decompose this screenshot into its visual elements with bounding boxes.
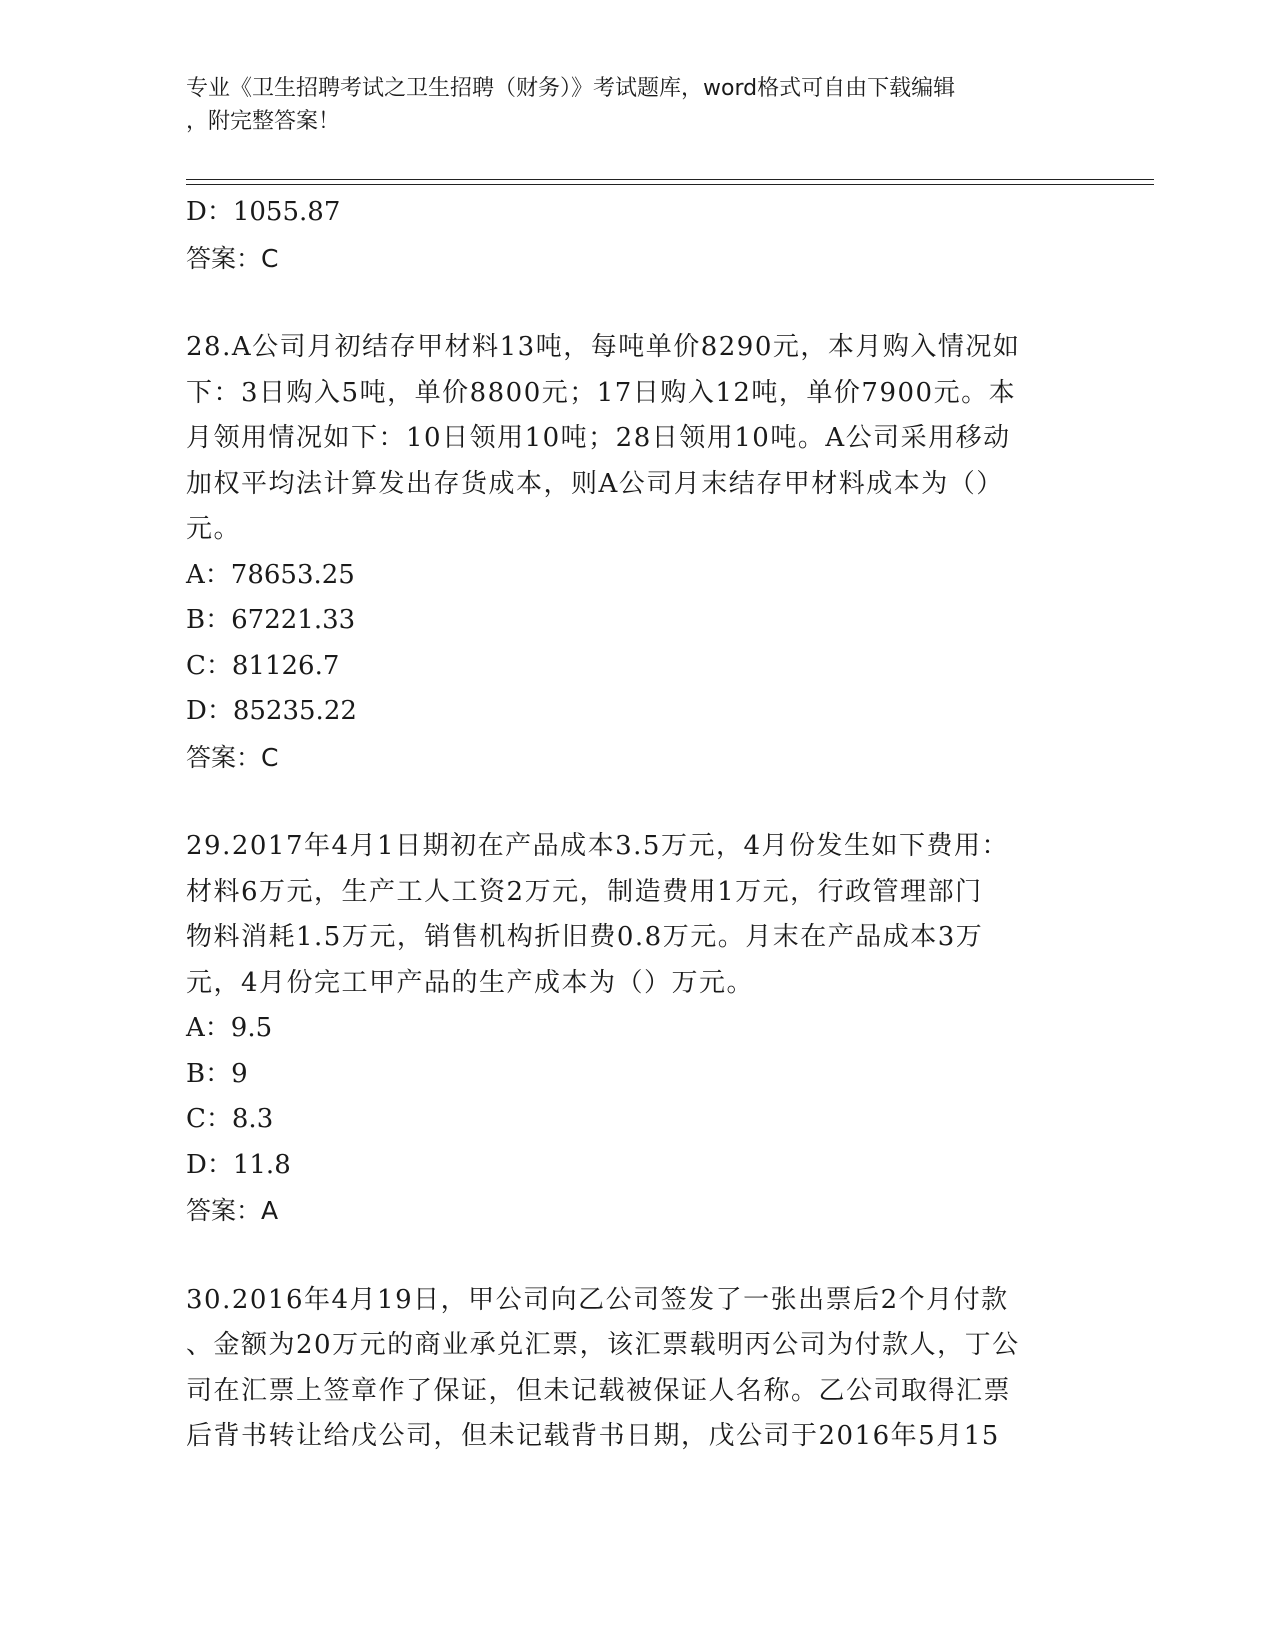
option-b: B：9 — [186, 1058, 248, 1089]
spacer — [186, 1234, 1076, 1278]
question-text-line: 材料6万元，生产工人工资2万元，制造费用1万元，行政管理部门 — [186, 876, 983, 907]
option-c: C：81126.7 — [186, 650, 340, 681]
question-text-line: 下：3日购入5吨，单价8800元；17日购入12吨，单价7900元。本 — [186, 377, 1017, 408]
answer-line: 答案：C — [186, 742, 279, 772]
question-30 — [186, 1278, 1076, 1460]
question-text-line: 后背书转让给戊公司，但未记载背书日期，戊公司于2016年5月15 — [186, 1421, 1000, 1451]
header-line-2: ，附完整答案！ — [186, 109, 341, 134]
header-divider-bottom — [186, 184, 1154, 185]
question-text-line: 司在汇票上签章作了保证，但未记载被保证人名称。乙公司取得汇票 — [186, 1375, 1012, 1406]
header-divider-top — [186, 179, 1154, 180]
option-d: D：85235.22 — [186, 696, 357, 726]
question-text-line: 、金额为20万元的商业承兑汇票，该汇票载明丙公司为付款人，丁公 — [186, 1330, 1020, 1360]
question-text-line: 28.A公司月初结存甲材料13吨，每吨单价8290元，本月购入情况如 — [186, 332, 1021, 362]
header-line-1: 专业《卫生招聘考试之卫生招聘（财务）》考试题库，word格式可自由下载编辑 — [186, 76, 956, 101]
question-text-line: 元，4月份完工甲产品的生产成本为（）万元。 — [186, 967, 755, 998]
question-text-line: 物料消耗1.5万元，销售机构折旧费0.8万元。月末在产品成本3万 — [186, 922, 984, 952]
question-28 — [186, 325, 1076, 780]
spacer — [186, 780, 1076, 824]
question-29 — [186, 824, 1076, 1234]
document-body — [186, 190, 1076, 1460]
question-text-line: 29.2017年4月1日期初在产品成本3.5万元，4月份发生如下费用： — [186, 831, 1009, 861]
option-a: A：78653.25 — [186, 559, 355, 590]
spacer — [186, 281, 1076, 325]
question-text-line: 元。 — [186, 514, 242, 544]
answer-line: 答案：C — [186, 243, 279, 273]
answer-line: 答案：A — [186, 1196, 279, 1225]
question-text-line: 加权平均法计算发出存货成本，则A公司月末结存甲材料成本为（） — [186, 468, 1004, 499]
option-a: A：9.5 — [186, 1013, 273, 1043]
option-c: C：8.3 — [186, 1104, 274, 1134]
option-b: B：67221.33 — [186, 605, 356, 635]
option-d: D：1055.87 — [186, 197, 341, 227]
page-header — [186, 72, 1066, 138]
option-d: D：11.8 — [186, 1149, 291, 1180]
question-text-line: 30.2016年4月19日，甲公司向乙公司签发了一张出票后2个月付款 — [186, 1284, 1009, 1315]
question-text-line: 月领用情况如下：10日领用10吨；28日领用10吨。A公司采用移动 — [186, 423, 1011, 453]
